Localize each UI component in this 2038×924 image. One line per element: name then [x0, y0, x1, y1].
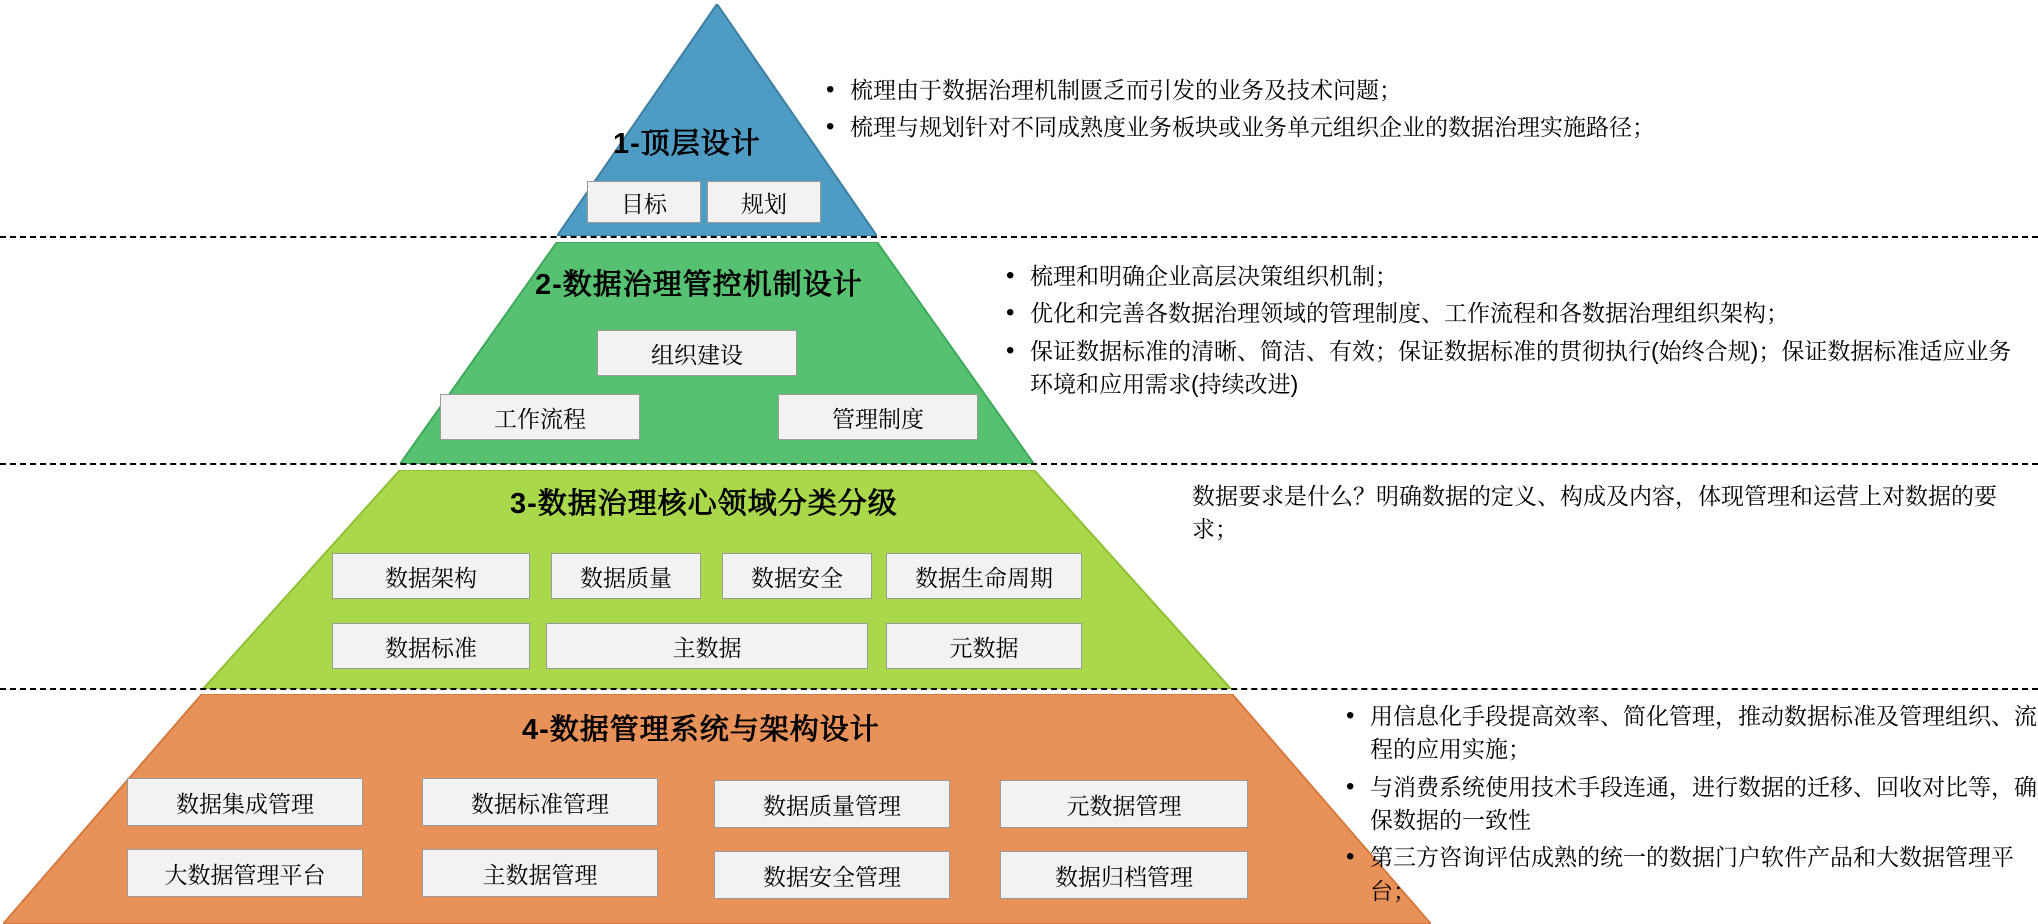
tier-4-title: 4-数据管理系统与架构设计 [522, 714, 880, 746]
tier-1-title: 1-顶层设计 [613, 128, 761, 160]
tier-2-chip-1[interactable]: 工作流程 [440, 394, 640, 440]
tier-3-chip-1[interactable]: 数据质量 [551, 553, 701, 599]
tier-3-note-0: 数据要求是什么？明确数据的定义、构成及内容，体现管理和运营上对数据的要求； [1192, 483, 1997, 543]
tier-4-note-0: • 用信息化手段提高效率、简化管理，推动数据标准及管理组织、流程的应用实施； [1340, 700, 2038, 767]
tier-2-title: 2-数据治理管控机制设计 [535, 269, 863, 301]
tier-4-chip-3[interactable]: 元数据管理 [1000, 780, 1248, 828]
tier-1-chip-1[interactable]: 规划 [707, 181, 821, 223]
tier-3-chip-5[interactable]: 主数据 [546, 623, 868, 669]
tier-3-chip-0[interactable]: 数据架构 [332, 553, 530, 599]
tier-4-chip-1[interactable]: 数据标准管理 [422, 778, 658, 826]
tier-3-chip-6[interactable]: 元数据 [886, 623, 1082, 669]
tier-2-notes [1000, 260, 2030, 405]
tier-4-chip-0[interactable]: 数据集成管理 [127, 778, 363, 826]
tier-2-chip-2[interactable]: 管理制度 [778, 394, 978, 440]
tier-4-chip-5[interactable]: 主数据管理 [422, 849, 658, 897]
tier-4-note-2: • 第三方咨询评估成熟的统一的数据门户软件产品和大数据管理平台； [1340, 841, 2038, 908]
tier-1-note-1: • 梳理与规划针对不同成熟度业务板块或业务单元组织企业的数据治理实施路径； [820, 111, 2020, 144]
tier-1-chip-0[interactable]: 目标 [587, 181, 701, 223]
tier-2-note-1: • 优化和完善各数据治理领域的管理制度、工作流程和各数据治理组织架构； [1000, 297, 2030, 330]
tier-3-chip-4[interactable]: 数据标准 [332, 623, 530, 669]
tier-3-title: 3-数据治理核心领域分类分级 [510, 488, 898, 520]
tier-4-note-1: • 与消费系统使用技术手段连通，进行数据的迁移、回收对比等，确保数据的一致性 [1340, 771, 2038, 838]
tier-1-notes [820, 74, 2020, 149]
separator-1 [0, 236, 2038, 238]
tier-4-chip-4[interactable]: 大数据管理平台 [127, 849, 363, 897]
tier-4-chip-7[interactable]: 数据归档管理 [1000, 851, 1248, 899]
tier-3-chip-2[interactable]: 数据安全 [722, 553, 872, 599]
separator-2 [0, 463, 2038, 465]
tier-2-note-0: • 梳理和明确企业高层决策组织机制； [1000, 260, 2030, 293]
tier-1-note-0: • 梳理由于数据治理机制匮乏而引发的业务及技术问题； [820, 74, 2020, 107]
tier-3-chip-3[interactable]: 数据生命周期 [886, 553, 1082, 599]
tier-2-chip-0[interactable]: 组织建设 [597, 330, 797, 376]
tier-3-notes [1192, 480, 2012, 547]
tier-4-chip-2[interactable]: 数据质量管理 [714, 780, 950, 828]
tier-4-notes [1340, 700, 2038, 912]
tier-2-note-2: • 保证数据标准的清晰、简洁、有效；保证数据标准的贯彻执行(始终合规)；保证数据标准适应业务环境和应用需求(持续改进) [1000, 335, 2030, 402]
tier-4-chip-6[interactable]: 数据安全管理 [714, 851, 950, 899]
separator-3 [0, 688, 2038, 690]
